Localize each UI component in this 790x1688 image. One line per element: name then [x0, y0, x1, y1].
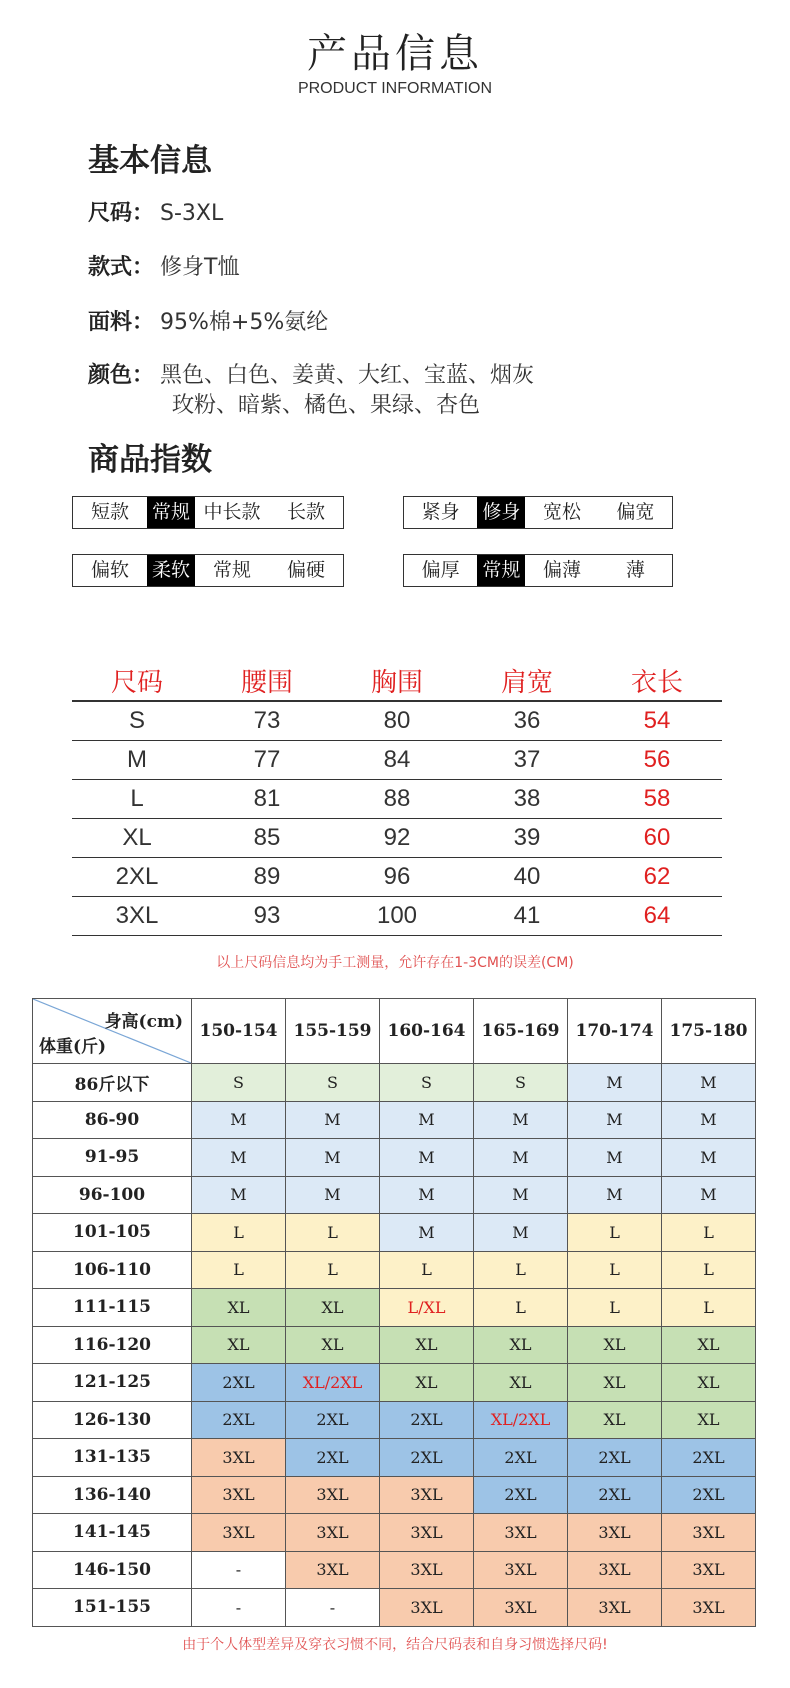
- table-cell: 73: [202, 701, 332, 741]
- table-cell: 60: [592, 819, 722, 858]
- index-option: 薄: [625, 559, 645, 581]
- table-cell: 80: [332, 701, 462, 741]
- column-header: 尺码: [72, 660, 202, 701]
- size-cell: 2XL: [380, 1439, 474, 1477]
- size-cell: M: [380, 1139, 474, 1177]
- size-cell: M: [662, 1176, 756, 1214]
- basic-info-heading: 基本信息: [88, 143, 212, 179]
- weight-label: 151-155: [33, 1589, 192, 1627]
- size-cell: 2XL: [286, 1439, 380, 1477]
- table-row: [72, 858, 722, 897]
- table-cell: 89: [202, 858, 332, 897]
- size-cell: M: [568, 1139, 662, 1177]
- weight-label: 136-140: [33, 1476, 192, 1514]
- size-cell: 3XL: [662, 1551, 756, 1589]
- index-option: 中长款: [203, 501, 261, 523]
- size-cell: 3XL: [568, 1589, 662, 1627]
- height-header: 160-164: [380, 999, 474, 1064]
- table-cell: 62: [592, 858, 722, 897]
- table-row: [72, 741, 722, 780]
- size-cell: M: [192, 1176, 286, 1214]
- size-cell: S: [474, 1064, 568, 1102]
- size-cell: M: [474, 1101, 568, 1139]
- size-cell: 3XL: [286, 1476, 380, 1514]
- size-cell: XL: [474, 1326, 568, 1364]
- height-header: 165-169: [474, 999, 568, 1064]
- size-cell: 2XL: [474, 1439, 568, 1477]
- weight-label: 121-125: [33, 1364, 192, 1402]
- size-cell: 2XL: [380, 1401, 474, 1439]
- table-cell: 93: [202, 897, 332, 936]
- index-option: 偏宽: [616, 501, 655, 523]
- size-cell: M: [662, 1064, 756, 1102]
- table-row: [33, 1514, 756, 1552]
- size-cell: XL: [568, 1364, 662, 1402]
- weight-label: 111-115: [33, 1289, 192, 1327]
- size-cell: 3XL: [380, 1551, 474, 1589]
- size-cell: XL: [474, 1364, 568, 1402]
- size-cell: XL: [380, 1364, 474, 1402]
- table-row: [72, 780, 722, 819]
- size-cell: M: [380, 1214, 474, 1252]
- info-label: 颜色：: [88, 363, 155, 388]
- size-cell: 3XL: [380, 1514, 474, 1552]
- table-cell: 39: [462, 819, 592, 858]
- table-row: [33, 1064, 756, 1102]
- info-value: 黑色、白色、姜黄、大红、宝蓝、烟灰: [160, 363, 535, 388]
- index-option: 偏硬: [287, 559, 326, 581]
- table-cell: 38: [462, 780, 592, 819]
- weight-label: 101-105: [33, 1214, 192, 1252]
- size-cell: XL: [286, 1326, 380, 1364]
- index-option: 紧身: [421, 501, 460, 523]
- table-cell: 3XL: [72, 897, 202, 936]
- corner-weight-label: 体重(斤): [39, 1037, 107, 1057]
- table-row: [72, 819, 722, 858]
- table-cell: M: [72, 741, 202, 780]
- index-length: [72, 496, 344, 529]
- weight-label: 106-110: [33, 1251, 192, 1289]
- index-option-selected: 修身: [477, 497, 525, 528]
- size-cell: L: [568, 1214, 662, 1252]
- weight-label: 96-100: [33, 1176, 192, 1214]
- index-option: 长款: [287, 501, 326, 523]
- table-cell: 64: [592, 897, 722, 936]
- size-cell: XL/2XL: [286, 1364, 380, 1402]
- info-value: 玫粉、暗紫、橘色、果绿、杏色: [172, 393, 481, 418]
- table-row: [33, 1439, 756, 1477]
- size-cell: 3XL: [192, 1476, 286, 1514]
- table-cell: 100: [332, 897, 462, 936]
- info-label: 面料：: [88, 310, 155, 335]
- size-cell: S: [192, 1064, 286, 1102]
- table-cell: 36: [462, 701, 592, 741]
- column-header: 腰围: [202, 660, 332, 701]
- size-cell: 3XL: [662, 1514, 756, 1552]
- size-cell: L: [192, 1214, 286, 1252]
- size-cell: L/XL: [380, 1289, 474, 1327]
- index-option-selected: 常规: [147, 497, 195, 528]
- info-value: 95%棉+5%氨纶: [160, 310, 329, 335]
- info-size: [88, 196, 223, 227]
- size-cell: 3XL: [474, 1514, 568, 1552]
- size-cell: L: [192, 1251, 286, 1289]
- size-chart-header: [72, 660, 722, 701]
- table-row: [72, 701, 722, 741]
- size-cell: XL: [662, 1401, 756, 1439]
- table-row: [72, 897, 722, 936]
- size-cell: M: [286, 1101, 380, 1139]
- size-cell: M: [568, 1101, 662, 1139]
- size-cell: 3XL: [286, 1514, 380, 1552]
- size-cell: 3XL: [568, 1514, 662, 1552]
- weight-label: 141-145: [33, 1514, 192, 1552]
- size-cell: 2XL: [474, 1476, 568, 1514]
- size-cell: 3XL: [192, 1439, 286, 1477]
- table-row: [33, 1476, 756, 1514]
- index-heading: 商品指数: [88, 442, 212, 478]
- weight-label: 131-135: [33, 1439, 192, 1477]
- size-cell: XL: [568, 1401, 662, 1439]
- size-cell: XL: [568, 1326, 662, 1364]
- column-header: 衣长: [592, 660, 722, 701]
- table-row: [33, 1401, 756, 1439]
- size-cell: M: [286, 1176, 380, 1214]
- size-cell: 3XL: [474, 1589, 568, 1627]
- weight-label: 91-95: [33, 1139, 192, 1177]
- recommendation-header-row: [33, 999, 756, 1064]
- info-color-line2: [166, 388, 480, 419]
- size-cell: L: [380, 1251, 474, 1289]
- size-cell: M: [474, 1139, 568, 1177]
- size-chart: [72, 660, 722, 936]
- table-cell: 37: [462, 741, 592, 780]
- info-color: [88, 358, 534, 389]
- size-cell: XL/2XL: [474, 1401, 568, 1439]
- page-subtitle: PRODUCT INFORMATION: [297, 80, 493, 97]
- size-cell: L: [474, 1289, 568, 1327]
- info-label: 款式：: [88, 255, 155, 280]
- column-header: 肩宽: [462, 660, 592, 701]
- weight-label: 116-120: [33, 1326, 192, 1364]
- size-cell: M: [568, 1176, 662, 1214]
- size-cell: 2XL: [286, 1401, 380, 1439]
- size-cell: 3XL: [568, 1551, 662, 1589]
- info-fabric: [88, 305, 328, 336]
- size-cell: S: [380, 1064, 474, 1102]
- size-cell: L: [568, 1289, 662, 1327]
- size-cell: L: [662, 1214, 756, 1252]
- info-value: S-3XL: [160, 201, 224, 226]
- table-cell: 84: [332, 741, 462, 780]
- weight-label: 126-130: [33, 1401, 192, 1439]
- size-cell: M: [192, 1101, 286, 1139]
- size-cell: 2XL: [662, 1439, 756, 1477]
- index-softness: [72, 554, 344, 587]
- size-cell: XL: [380, 1326, 474, 1364]
- height-header: 175-180: [662, 999, 756, 1064]
- size-cell: M: [192, 1139, 286, 1177]
- table-cell: 92: [332, 819, 462, 858]
- table-row: [33, 1326, 756, 1364]
- size-cell: L: [286, 1251, 380, 1289]
- index-option: 偏软: [90, 559, 129, 581]
- size-cell: L: [568, 1251, 662, 1289]
- table-cell: 41: [462, 897, 592, 936]
- size-cell: L: [474, 1251, 568, 1289]
- size-cell: M: [380, 1101, 474, 1139]
- table-cell: 88: [332, 780, 462, 819]
- table-cell: 54: [592, 701, 722, 741]
- height-header: 155-159: [286, 999, 380, 1064]
- size-cell: L: [662, 1289, 756, 1327]
- size-cell: 3XL: [192, 1514, 286, 1552]
- table-cell: 81: [202, 780, 332, 819]
- table-row: [33, 1139, 756, 1177]
- size-cell: 2XL: [192, 1401, 286, 1439]
- size-note: 以上尺码信息均为手工测量，允许存在1-3CM的误差(CM): [216, 955, 574, 971]
- size-cell: M: [380, 1176, 474, 1214]
- size-cell: XL: [662, 1364, 756, 1402]
- page-title: 产品信息: [307, 31, 483, 77]
- size-cell: M: [474, 1176, 568, 1214]
- size-cell: 3XL: [380, 1589, 474, 1627]
- size-cell: -: [192, 1551, 286, 1589]
- table-cell: S: [72, 701, 202, 741]
- index-option: 偏厚: [421, 559, 460, 581]
- height-header: 150-154: [192, 999, 286, 1064]
- size-cell: L: [286, 1214, 380, 1252]
- weight-label: 86-90: [33, 1101, 192, 1139]
- table-row: [33, 1214, 756, 1252]
- size-recommendation-table: [32, 998, 756, 1627]
- height-header: 170-174: [568, 999, 662, 1064]
- size-cell: 2XL: [662, 1476, 756, 1514]
- size-cell: -: [286, 1589, 380, 1627]
- table-row: [33, 1176, 756, 1214]
- size-cell: 3XL: [474, 1551, 568, 1589]
- size-cell: L: [662, 1251, 756, 1289]
- info-value: 修身T恤: [160, 255, 240, 280]
- weight-label: 146-150: [33, 1551, 192, 1589]
- size-cell: 3XL: [380, 1476, 474, 1514]
- table-row: [33, 1251, 756, 1289]
- index-fit: [403, 496, 673, 529]
- size-cell: M: [474, 1214, 568, 1252]
- index-option: 宽松: [543, 501, 582, 523]
- index-option-selected: 常规: [477, 555, 525, 586]
- size-cell: M: [662, 1139, 756, 1177]
- corner-height-label: 身高(cm): [104, 1012, 183, 1032]
- index-thickness: [403, 554, 673, 587]
- size-cell: XL: [192, 1289, 286, 1327]
- corner-cell: [33, 999, 192, 1064]
- size-cell: 3XL: [662, 1589, 756, 1627]
- size-cell: 2XL: [568, 1476, 662, 1514]
- table-cell: L: [72, 780, 202, 819]
- info-label: 尺码：: [88, 201, 155, 226]
- table-cell: 77: [202, 741, 332, 780]
- size-cell: 3XL: [286, 1551, 380, 1589]
- size-cell: XL: [286, 1289, 380, 1327]
- size-cell: -: [192, 1589, 286, 1627]
- column-header: 胸围: [332, 660, 462, 701]
- size-cell: M: [286, 1139, 380, 1177]
- index-option: 常规: [213, 559, 252, 581]
- size-cell: M: [568, 1064, 662, 1102]
- table-cell: XL: [72, 819, 202, 858]
- index-option: 偏薄: [543, 559, 582, 581]
- table-row: [33, 1364, 756, 1402]
- table-row: [33, 1101, 756, 1139]
- size-cell: S: [286, 1064, 380, 1102]
- size-cell: 2XL: [192, 1364, 286, 1402]
- table-cell: 56: [592, 741, 722, 780]
- table-row: [33, 1289, 756, 1327]
- size-cell: 2XL: [568, 1439, 662, 1477]
- size-cell: XL: [192, 1326, 286, 1364]
- index-option-selected: 柔软: [147, 555, 195, 586]
- size-cell: XL: [662, 1326, 756, 1364]
- recommendation-note: 由于个人体型差异及穿衣习惯不同，结合尺码表和自身习惯选择尺码!: [182, 1637, 608, 1653]
- table-cell: 2XL: [72, 858, 202, 897]
- weight-label: 86斤以下: [33, 1064, 192, 1102]
- table-cell: 85: [202, 819, 332, 858]
- info-style: [88, 250, 239, 281]
- table-row: [33, 1551, 756, 1589]
- table-row: [33, 1589, 756, 1627]
- table-cell: 96: [332, 858, 462, 897]
- table-cell: 58: [592, 780, 722, 819]
- index-option: 短款: [90, 501, 129, 523]
- size-cell: M: [662, 1101, 756, 1139]
- table-cell: 40: [462, 858, 592, 897]
